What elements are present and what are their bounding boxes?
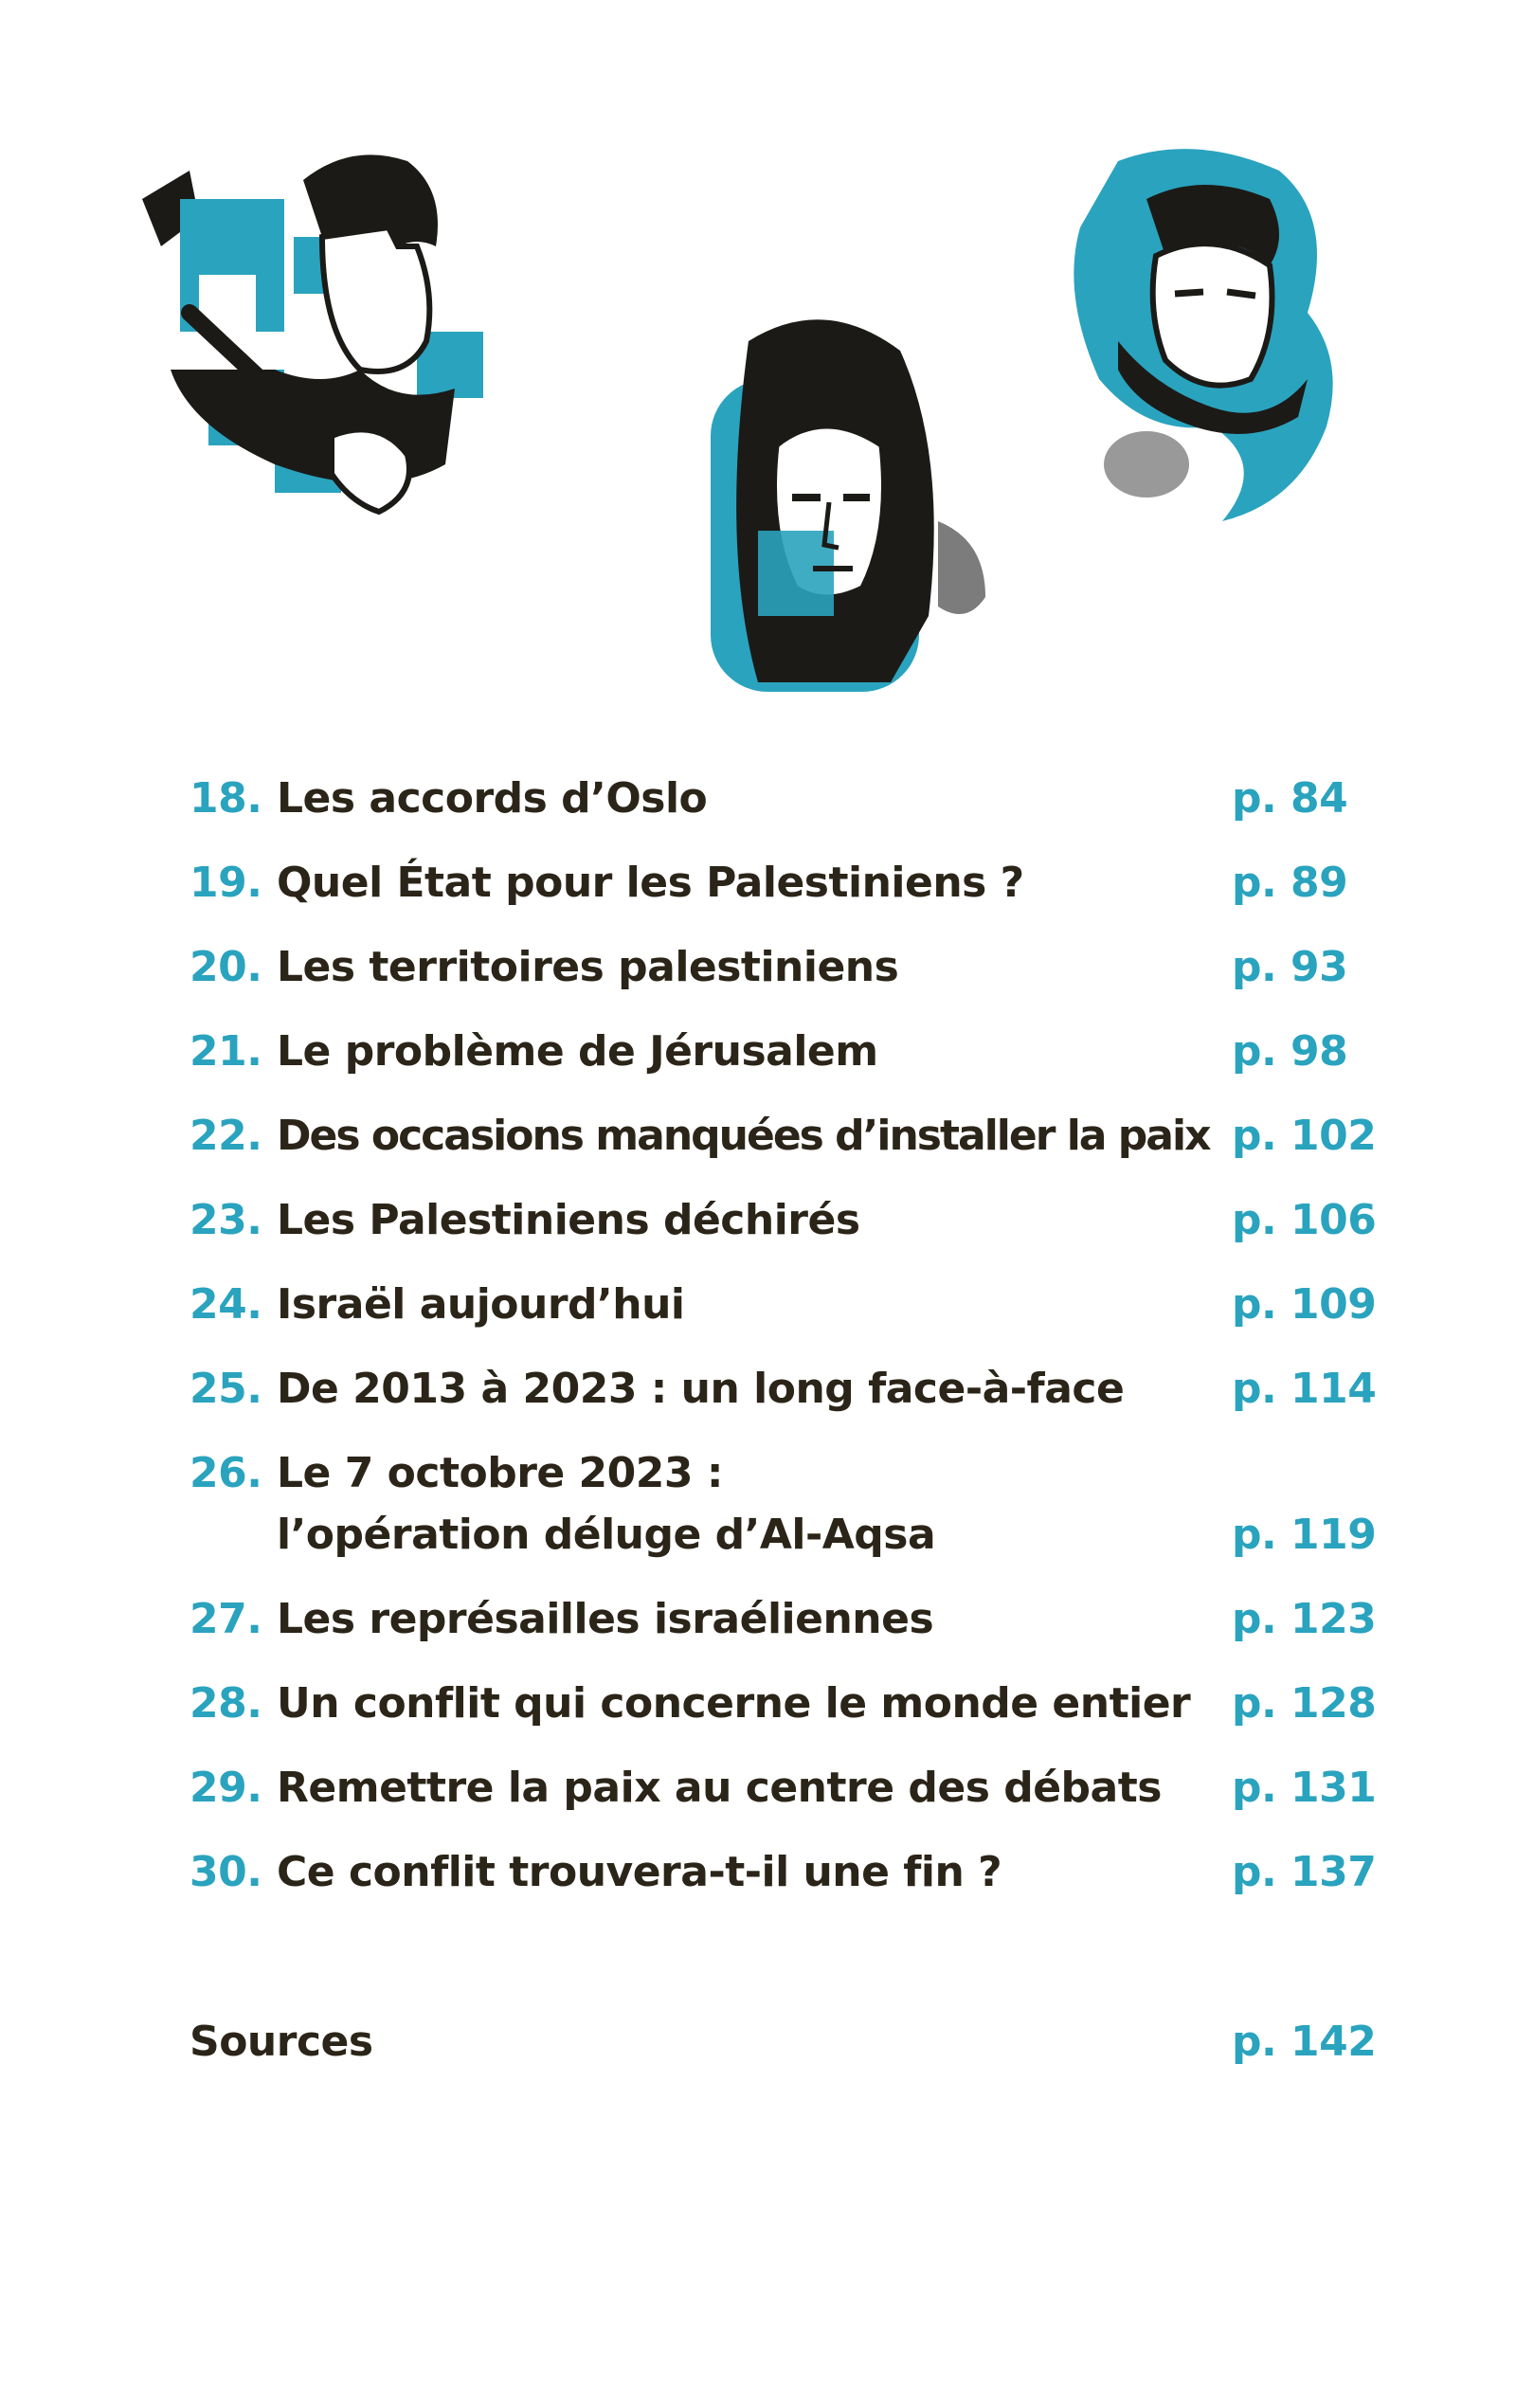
toc-entry[interactable] bbox=[0, 1591, 1516, 1648]
toc-number: 20. bbox=[190, 943, 262, 991]
toc-entry-continuation[interactable] bbox=[0, 1507, 1516, 1564]
toc-page: p. 109 bbox=[1232, 1280, 1377, 1329]
toc-title: De 2013 à 2023 : un long face-à-face bbox=[277, 1365, 1125, 1413]
toc-sources[interactable] bbox=[0, 2014, 1516, 2071]
toc-number: 21. bbox=[190, 1027, 262, 1076]
toc-title: Remettre la paix au centre des débats bbox=[277, 1764, 1162, 1812]
toc-number: 19. bbox=[190, 859, 262, 907]
toc-entry[interactable] bbox=[0, 855, 1516, 912]
toc-number: 27. bbox=[190, 1595, 262, 1643]
toc-title: Quel État pour les Palestiniens ? bbox=[277, 859, 1024, 907]
toc-page: p. 84 bbox=[1232, 774, 1348, 823]
toc-page: p. 119 bbox=[1232, 1511, 1377, 1559]
toc-title: Le problème de Jérusalem bbox=[277, 1027, 878, 1076]
toc-number: 23. bbox=[190, 1196, 262, 1244]
sources-label: Sources bbox=[190, 2018, 373, 2066]
toc-title: Les représailles israéliennes bbox=[277, 1595, 934, 1643]
toc-number: 28. bbox=[190, 1679, 262, 1728]
toc-number: 22. bbox=[190, 1112, 262, 1160]
toc-title: Ce conflit trouvera-t-il une fin ? bbox=[277, 1848, 1002, 1896]
toc-number: 18. bbox=[190, 774, 262, 823]
toc-entry[interactable] bbox=[0, 1108, 1516, 1165]
toc-entry[interactable] bbox=[0, 770, 1516, 827]
illustrations bbox=[0, 0, 1516, 720]
toc-entry[interactable] bbox=[0, 1760, 1516, 1817]
portrait-young-man bbox=[1061, 142, 1355, 531]
toc-title: Un conflit qui concerne le monde entier bbox=[277, 1679, 1191, 1728]
toc-entry[interactable] bbox=[0, 1445, 1516, 1502]
toc-entry[interactable] bbox=[0, 1844, 1516, 1901]
toc-page: p. 123 bbox=[1232, 1595, 1377, 1643]
portrait-icon bbox=[1074, 149, 1332, 521]
toc-entry[interactable] bbox=[0, 1675, 1516, 1732]
toc-title-line2: l’opération déluge d’Al-Aqsa bbox=[277, 1511, 936, 1559]
toc-entry[interactable] bbox=[0, 939, 1516, 996]
toc-page: p. 98 bbox=[1232, 1027, 1348, 1076]
portrait-man-with-pen bbox=[133, 142, 606, 540]
toc-number: 25. bbox=[190, 1365, 262, 1413]
portrait-icon bbox=[711, 319, 985, 692]
portrait-icon bbox=[142, 154, 483, 512]
toc-page: p. 128 bbox=[1232, 1679, 1377, 1728]
toc-title: Le 7 octobre 2023 : bbox=[277, 1449, 723, 1497]
toc-entry[interactable] bbox=[0, 1192, 1516, 1249]
toc-page: p. 137 bbox=[1232, 1848, 1377, 1896]
toc-page: p. 106 bbox=[1232, 1196, 1377, 1244]
toc-entry[interactable] bbox=[0, 1276, 1516, 1333]
toc-page: p. 131 bbox=[1232, 1764, 1377, 1812]
toc-entry[interactable] bbox=[0, 1361, 1516, 1418]
toc-number: 26. bbox=[190, 1449, 262, 1497]
toc-title: Les accords d’Oslo bbox=[277, 774, 708, 823]
toc-page: p. 102 bbox=[1232, 1112, 1377, 1160]
toc-title: Des occasions manquées d’installer la paix bbox=[277, 1112, 1210, 1160]
portrait-woman-headscarf bbox=[701, 303, 1004, 701]
toc-page: p. 89 bbox=[1232, 859, 1348, 907]
toc-entry[interactable] bbox=[0, 1023, 1516, 1080]
toc-page: p. 142 bbox=[1232, 2018, 1377, 2066]
toc-number: 29. bbox=[190, 1764, 262, 1812]
toc-page: p. 93 bbox=[1232, 943, 1348, 991]
toc-title: Les territoires palestiniens bbox=[277, 943, 899, 991]
toc-number: 24. bbox=[190, 1280, 262, 1329]
toc-title: Israël aujourd’hui bbox=[277, 1280, 685, 1329]
toc-page: p. 114 bbox=[1232, 1365, 1377, 1413]
toc-number: 30. bbox=[190, 1848, 262, 1896]
toc-title: Les Palestiniens déchirés bbox=[277, 1196, 860, 1244]
